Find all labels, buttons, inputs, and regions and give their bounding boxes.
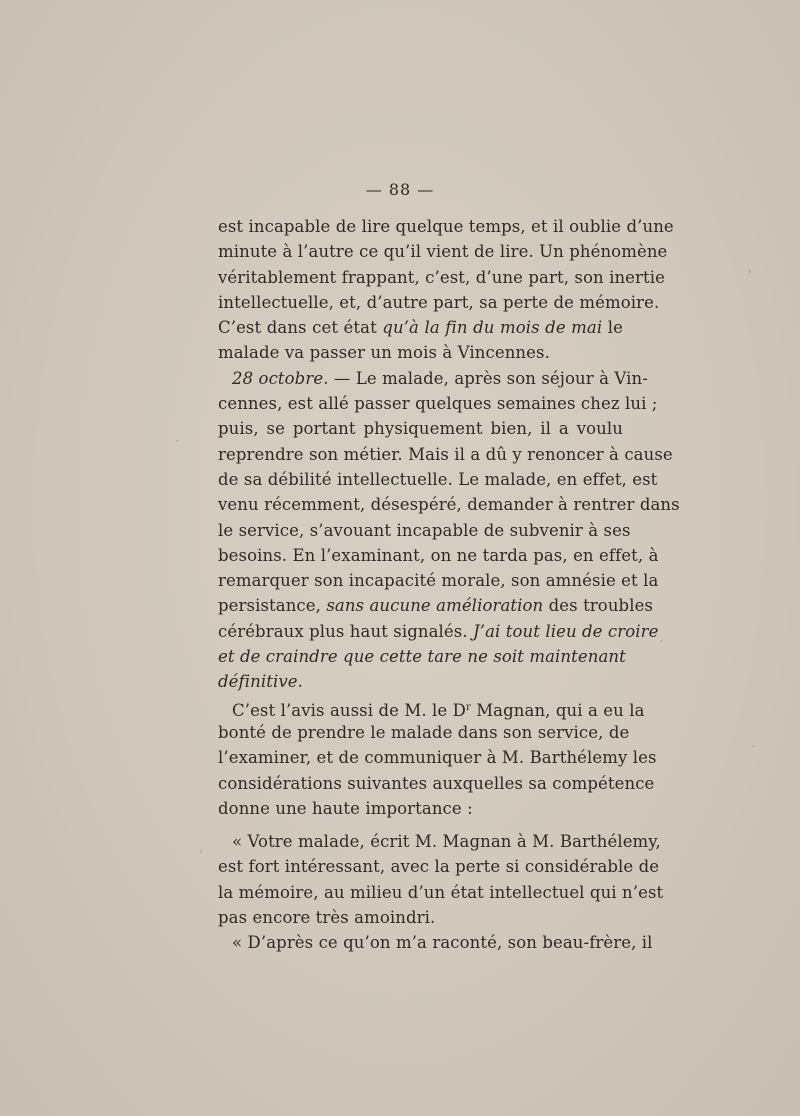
italic-text: sans aucune amélioration [326,596,544,616]
text-line: « D’après ce qu’on m’a raconté, son beau-frère, il [232,933,653,953]
text-run: C’est l’avis aussi de M. le D [232,700,466,720]
text-line: pas encore très amoindri. [218,908,436,928]
text-line: puis, se portant physiquement bien, il a voulu [218,419,623,439]
italic-text: J’ai tout lieu de croire [473,621,659,641]
text-run: C’est dans cet état [218,318,383,338]
italic-text: et de craindre que cette tare ne soit maintenant [218,647,626,667]
body-text [218,214,680,956]
text-line: le service, s’avouant incapable de subvenir à ses [218,520,631,540]
page-number: — 88 — [365,180,435,199]
text-line: reprendre son métier. Mais il a dû y renoncer à cause [218,444,673,464]
text-line: la mémoire, au milieu d’un état intellectuel qui n’est [218,882,664,902]
paper-speck [752,745,754,747]
text-run: des troubles [543,596,654,616]
text-line: considérations suivantes auxquelles sa compétence [218,773,655,793]
text-line: l’examiner, et de communiquer à M. Barthélemy les [218,748,657,768]
text-line [218,593,654,618]
text-line [218,669,623,694]
text-line: véritablement frappant, c’est, d’une part, son inertie [218,267,665,287]
text-line: intellectuelle, et, d’autre part, sa perte de mémoire. [218,292,660,312]
text-run: Magnan, qui a eu la [470,700,645,720]
paper-speck [660,640,662,642]
text-line: « Votre malade, écrit M. Magnan à M. Barthélemy, [232,832,661,852]
text-line: est fort intéressant, avec la perte si considérable de [218,857,660,877]
text-run: — Le malade, après son séjour à Vin- [328,368,648,388]
text-line [218,695,645,720]
text-line [218,315,623,340]
text-line: cennes, est allé passer quelques semaines chez lui ; [218,394,658,414]
text-line: malade va passer un mois à Vincennes. [218,343,550,363]
text-line: de sa débilité intellectuelle. Le malade, en effet, est [218,469,658,489]
italic-text: définitive. [218,672,303,692]
superscript: r [465,701,471,713]
text-run: cérébraux plus haut signalés. [218,621,474,641]
text-line [218,366,648,391]
paper-speck [176,440,178,442]
text-line: besoins. En l’examinant, on ne tarda pas, en effet, à [218,545,659,565]
text-line: est incapable de lire quelque temps, et il oublie d’une [218,217,674,236]
paper-speck [748,270,751,273]
text-line: donne une haute importance : [218,798,473,818]
text-run: le [602,318,623,338]
paper-speck [200,850,202,853]
text-run: persistance, [218,596,327,616]
italic-text: qu’à la fin du mois de mai [382,318,603,338]
text-line [218,644,626,669]
text-line: remarquer son incapacité morale, son amnésie et la [218,571,659,591]
italic-text: 28 octobre. [232,368,329,388]
text-line: bonté de prendre le malade dans son service, de [218,722,630,742]
text-line [218,619,659,644]
text-line: venu récemment, désespéré, demander à rentrer dans [218,495,680,515]
text-line: minute à l’autre ce qu’il vient de lire. Un phénomène [218,242,668,262]
